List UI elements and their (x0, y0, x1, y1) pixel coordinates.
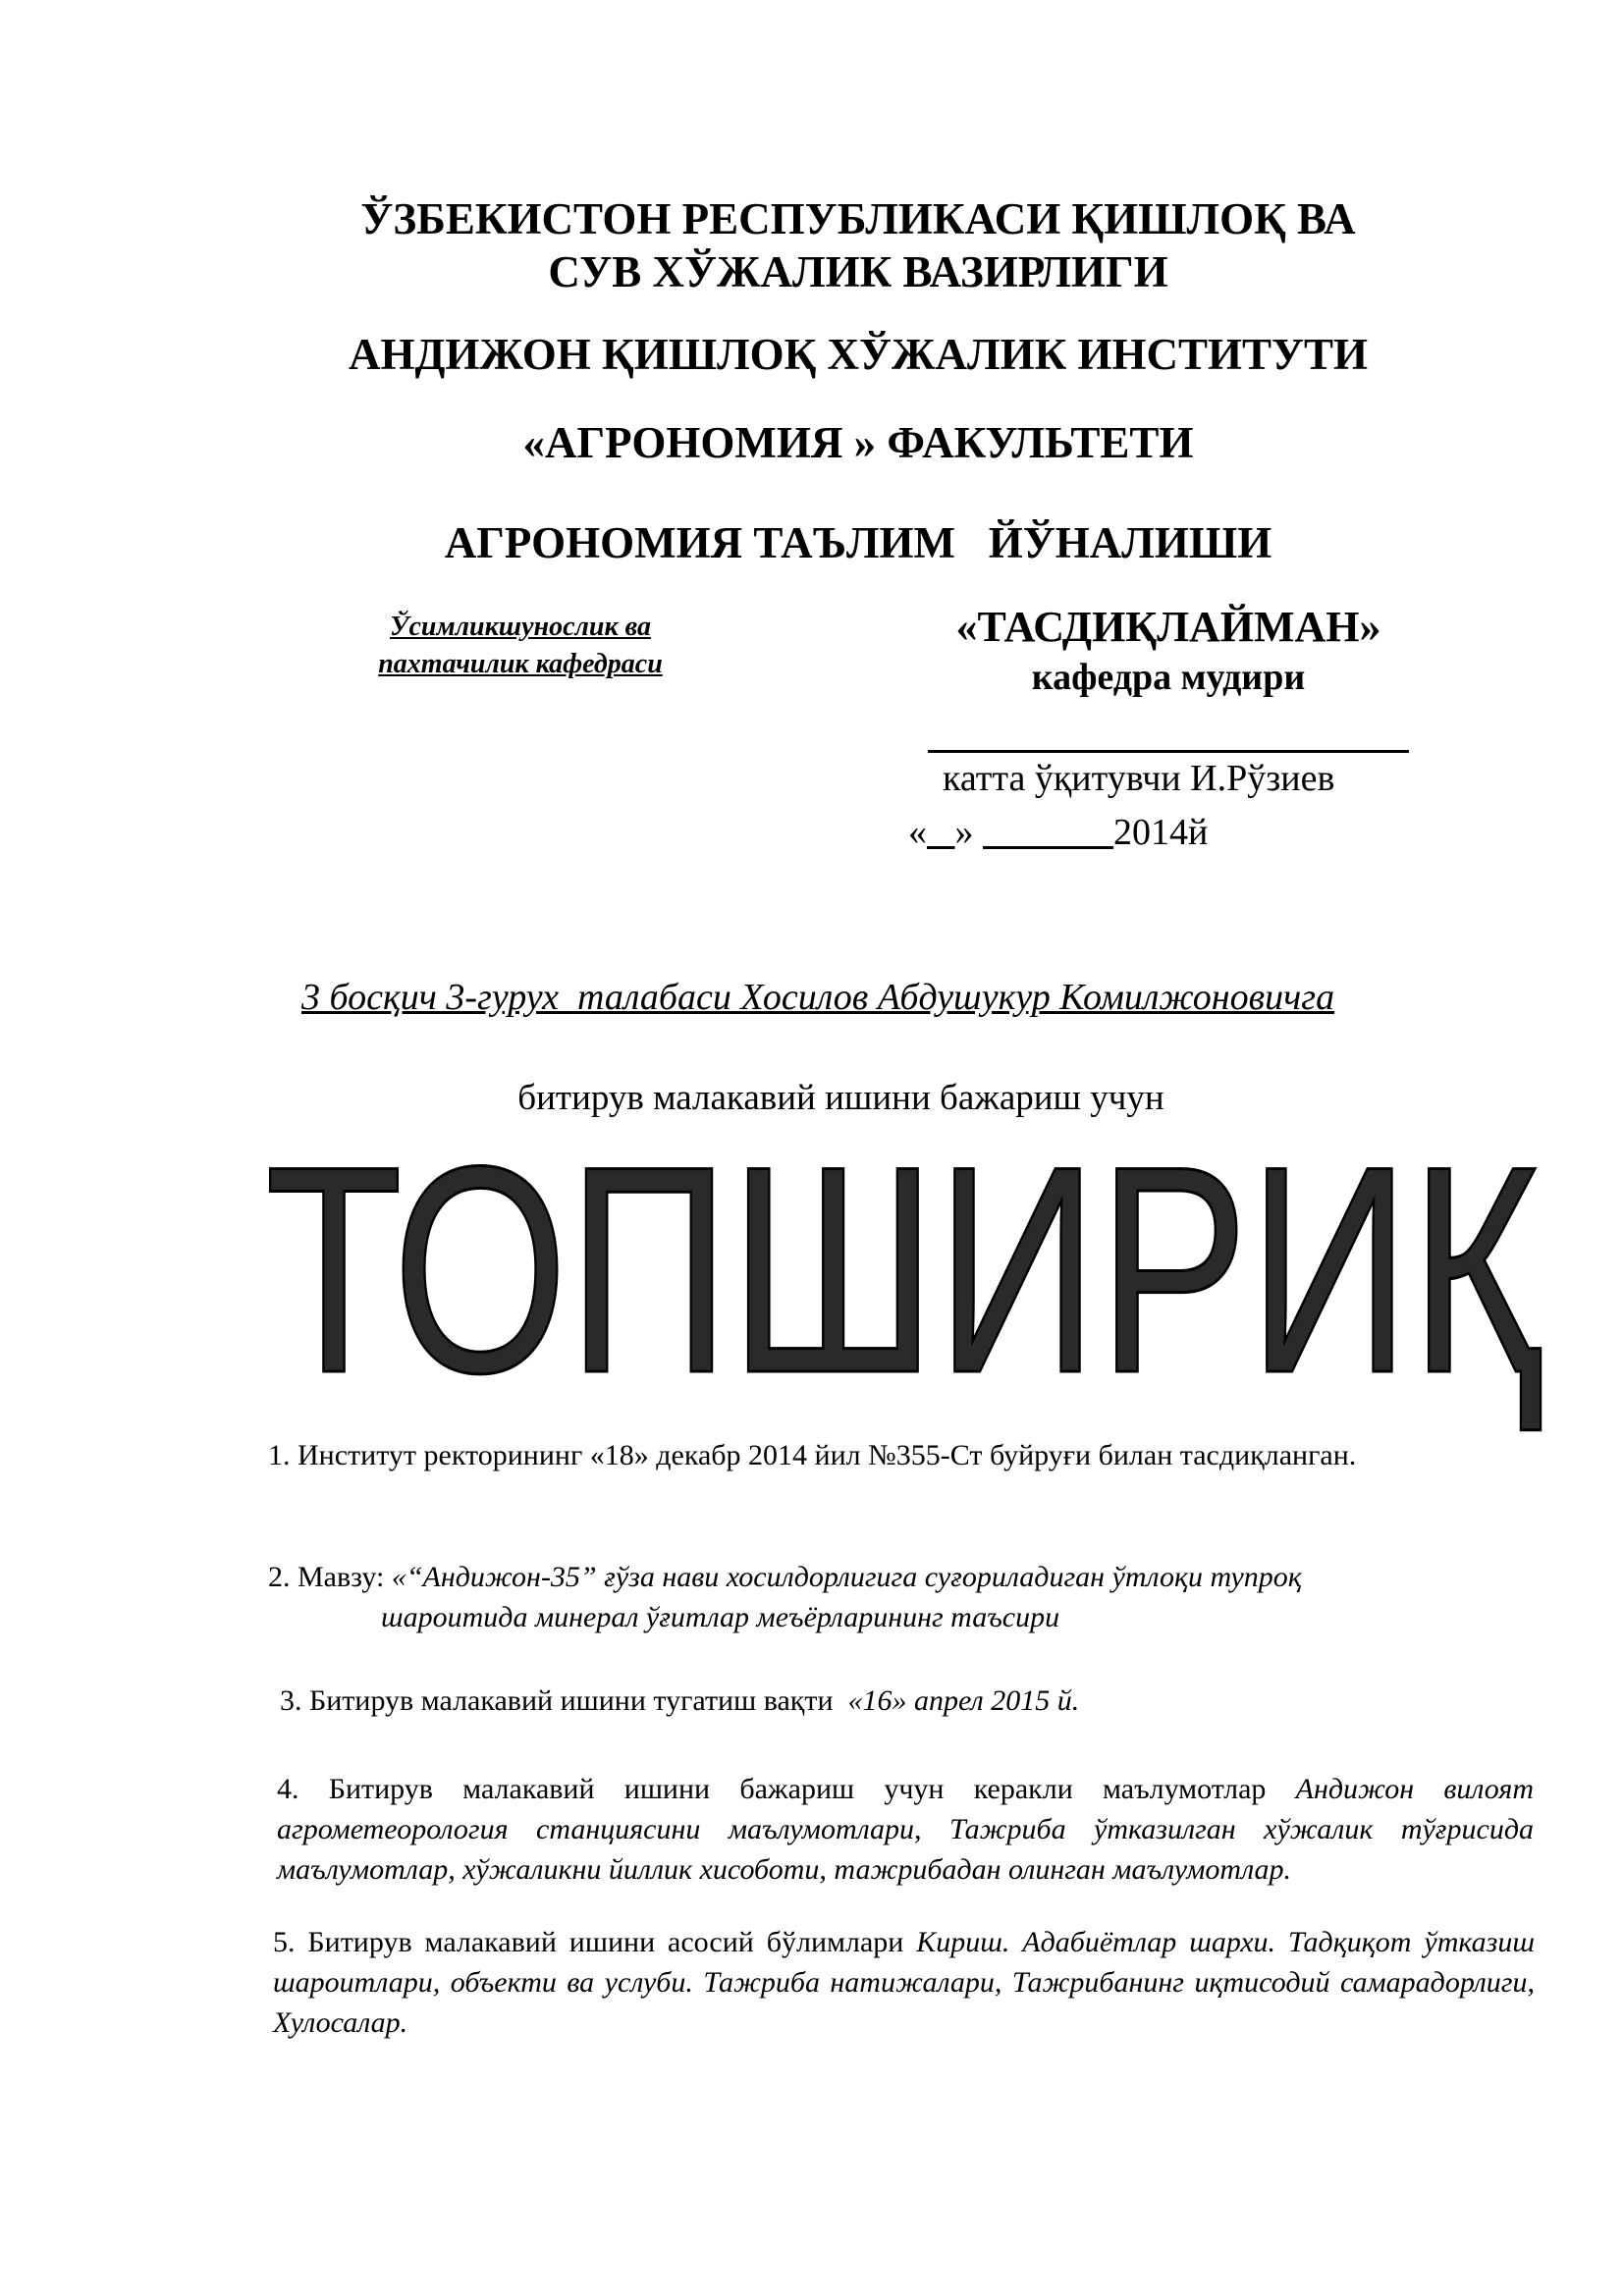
date-open-quote: « (908, 812, 927, 853)
item-5 (273, 1922, 1535, 2043)
approver-name: катта ўқитувчи И.Рўзиев (943, 758, 1335, 799)
item-5-label: 5. Битирув малакавий ишини асосий бўлимлари (273, 1926, 917, 1958)
assignment-title (265, 1144, 1571, 1448)
item-3 (280, 1681, 1532, 1721)
assignment-title-text: ТОПШИРИҚ (265, 1144, 1544, 1434)
ministry-heading (0, 192, 1623, 298)
item-3-deadline: «16» апрел 2015 й. (847, 1684, 1080, 1717)
date-year: 2014й (1113, 812, 1209, 853)
approval-role: кафедра мудири (1031, 657, 1306, 698)
date-close-quote: » (954, 812, 983, 853)
item-1: 1. Институт ректорининг «18» декабр 2014 йил №355-Ст буйруғи билан тасдиқланган. (268, 1439, 1357, 1471)
approval-title: «ТАСДИҚЛАЙМАН» (955, 603, 1381, 651)
faculty-heading: «АГРОНОМИЯ » ФАКУЛЬТЕТИ (522, 418, 1194, 467)
assignment-title-graphic (265, 1144, 1571, 1448)
approval-date (908, 809, 1208, 856)
student-line: 3 босқич 3-гурух талабаси Хосилов Абдушукур Комилжоновичга (301, 977, 1335, 1018)
ministry-line-1: ЎЗБЕКИСТОН РЕСПУБЛИКАСИ ҚИШЛОҚ ВА (360, 194, 1356, 243)
item-2-label: 2. Мавзу: (268, 1561, 392, 1593)
item-4-label: 4. Битирув малакавий ишини бажариш учун керакли маълумотлар (277, 1773, 1296, 1805)
department-line-1: Ўсимликшунослик ва (390, 612, 651, 642)
department-line-2: пахтачилик кафедраси (378, 649, 663, 679)
item-2 (268, 1557, 1535, 1637)
date-day-blank (927, 812, 955, 853)
ministry-line-2: СУВ ХЎЖАЛИК ВАЗИРЛИГИ (548, 247, 1168, 296)
item-4-data-sources: Андижон вилоят агрометеорология станциясини маълумотлари, Тажриба ўтказилган хўжалик тўғрисида маълумотлар, хўжаликни йиллик хисоботи, тажрибадан олинган маълумотлар. (277, 1773, 1534, 1886)
department-name (324, 609, 717, 683)
item-3-label: 3. Битирув малакавий ишини тугатиш вақти (280, 1684, 848, 1717)
direction-heading (0, 516, 1623, 569)
purpose-line: битирув малакавий ишини бажариш учун (517, 1078, 1164, 1118)
approval-block (913, 601, 1424, 753)
item-5-sections: Кириш. Адабиётлар шархи. Тадқиқот ўтказиш шароитлари, объекти ва услуби. Тажриба натижалари, Тажрибанинг иқтисодий самарадорлиги, Хулосалар. (273, 1926, 1535, 2039)
item-2-topic-2: шароитида минерал ўғитлар меъёрларининг таъсири (381, 1601, 1060, 1633)
item-4 (277, 1769, 1534, 1890)
direction-text: АГРОНОМИЯ ТАЪЛИМ ЙЎНАЛИШИ (444, 518, 1272, 567)
date-month-blank (983, 812, 1113, 853)
item-2-topic-1: «“Андижон-35” ғўза нави хосилдорлигига суғориладиган ўтлоқи тупроқ (391, 1561, 1302, 1593)
signature-line (928, 750, 1409, 753)
institute-heading: АНДИЖОН ҚИШЛОҚ ХЎЖАЛИК ИНСТИТУТИ (348, 330, 1369, 379)
